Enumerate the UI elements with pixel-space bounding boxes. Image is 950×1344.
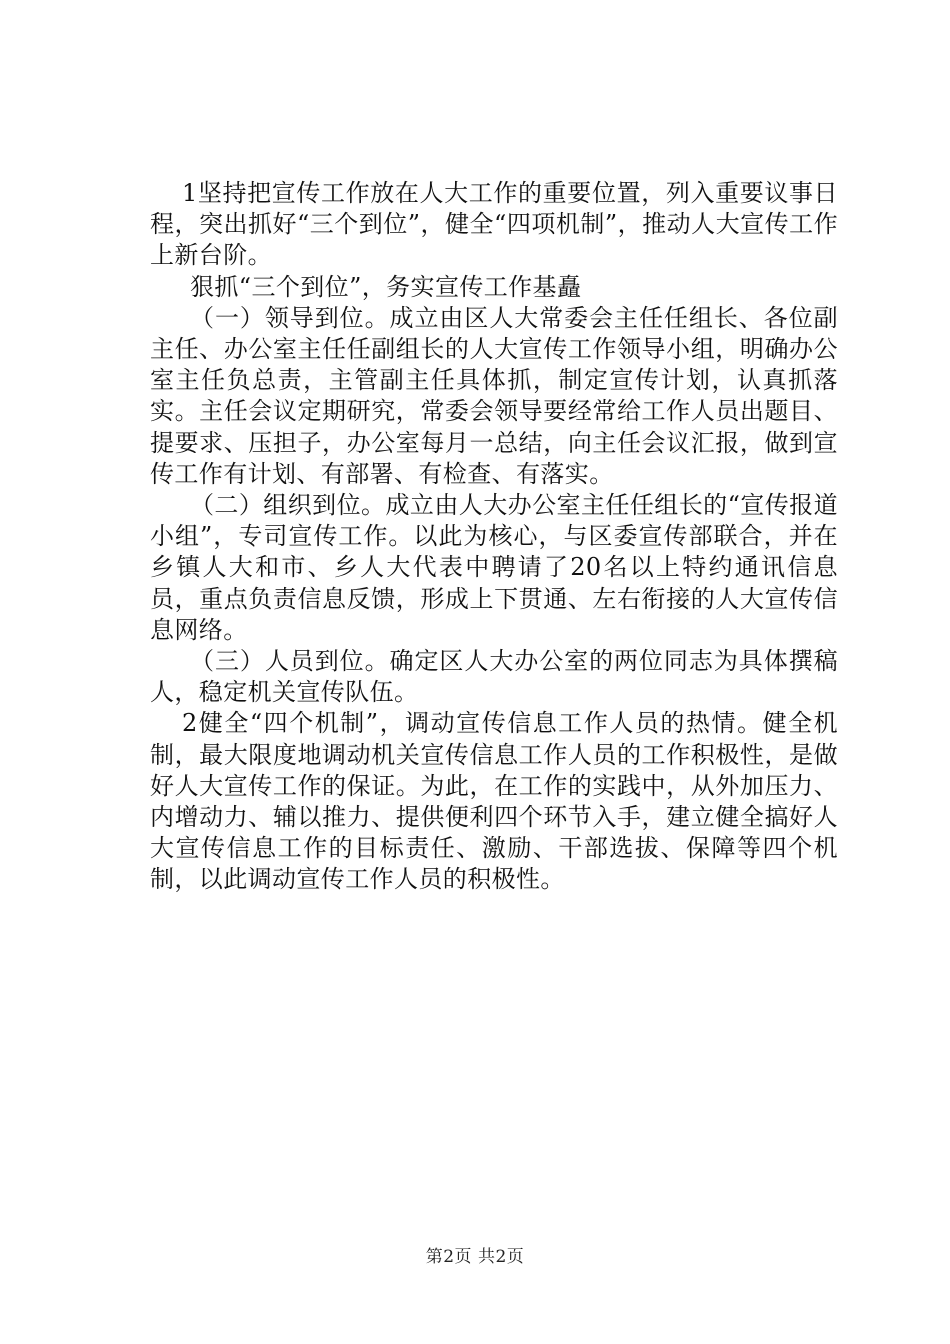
- paragraph-subheading: 狠抓“三个到位”，务实宣传工作基矗: [190, 272, 582, 301]
- paragraph-point-1: 1坚持把宣传工作放在人大工作的重要位置，列入重要议事日程，突出抓好“三个到位”，健全“四项机制”，推动人大宣传工作上新台阶。: [150, 179, 838, 270]
- document-body: [150, 178, 838, 896]
- paragraph-point-2: 2健全“四个机制”，调动宣传信息工作人员的热情。健全机制，最大限度地调动机关宣传信息工作人员的工作积极性，是做好人大宣传工作的保证。为此，在工作的实践中，从外加压力、内增动力、辅以推力、提供便利四个环节入手，建立健全搞好人大宣传信息工作的目标责任、激励、干部选拔、保障等四个机制，以此调动宣传工作人员的积极性。: [150, 709, 838, 894]
- paragraph-organization: （二）组织到位。成立由人大办公室主任任组长的“宣传报道小组”，专司宣传工作。以此为核心，与区委宣传部联合，并在乡镇人大和市、乡人大代表中聘请了20名以上特约通讯信息员，重点负责信息反馈，形成上下贯通、左右衔接的人大宣传信息网络。: [150, 491, 838, 644]
- page-number-footer: 第2页 共2页: [425, 1247, 525, 1267]
- paragraph-leadership: （一）领导到位。成立由区人大常委会主任任组长、各位副主任、办公室主任任副组长的人大宣传工作领导小组，明确办公室主任负总责，主管副主任具体抓，制定宣传计划，认真抓落实。主任会议定期研究，常委会领导要经常给工作人员出题目、提要求、压担子，办公室每月一总结，向主任会议汇报，做到宣传工作有计划、有部署、有检查、有落实。: [150, 303, 838, 488]
- paragraph-personnel: （三）人员到位。确定区人大办公室的两位同志为具体撰稿人，稳定机关宣传队伍。: [150, 647, 838, 707]
